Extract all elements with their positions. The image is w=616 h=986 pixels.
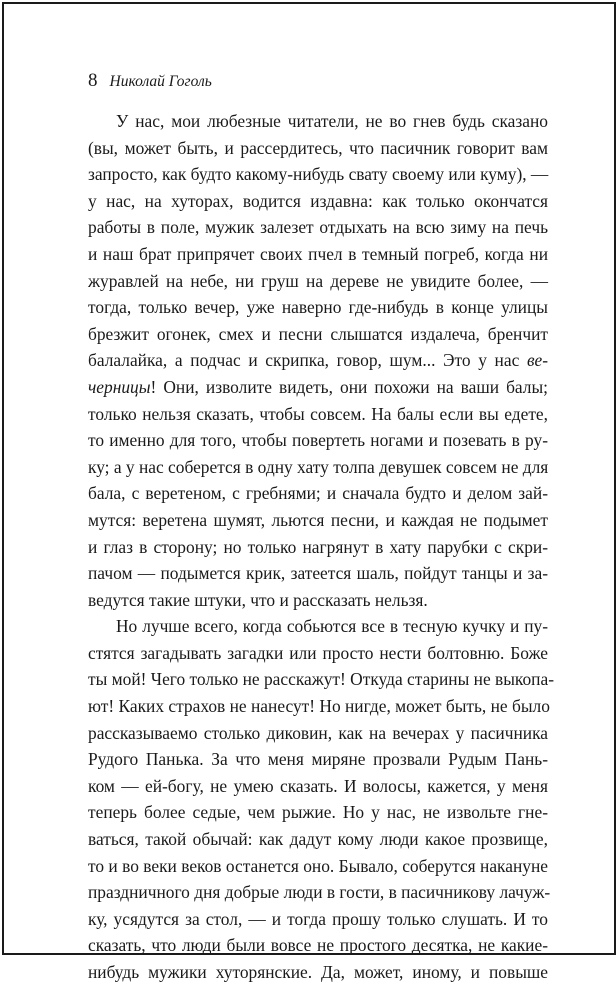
text-line: журавлей на небе, ни груш на дереве не увидите более, —: [88, 270, 548, 291]
text-line: У нас, мои любезные читатели, не во гнев будь сказано: [116, 111, 548, 131]
text-line: ведутся такие штуки, что и рассказать нельзя.: [88, 589, 428, 610]
text-line: и наш брат припрячет своих пчел в темный погреб, когда ни: [88, 243, 548, 264]
running-head: [88, 70, 212, 92]
running-head-author: Николай Гоголь: [109, 73, 212, 90]
text-line: мутся: веретена шумят, льются песни, и каждая не подымет: [88, 509, 548, 530]
body-text: [88, 108, 554, 986]
text-line: ком — ей-богу, не умею сказать. И волосы, кажется, у меня: [88, 775, 548, 796]
text-line: черницы! Они, изволите видеть, они похожи на ваши балы;: [88, 376, 548, 397]
text-line: работы в поле, мужик залезет отдыхать на всю зиму на печь: [88, 217, 548, 238]
text-line: Рудого Панька. За что меня миряне прозвали Рудым Пань-: [88, 749, 548, 770]
text-line: бала, с веретеном, с гребнями; и сначала будто и делом зай-: [88, 483, 548, 504]
text-line: ку; а у нас соберется в одну хату толпа девушек совсем не для: [88, 456, 549, 477]
text-line: теперь более седые, чем рыжие. Но у нас, не извольте гне-: [88, 802, 548, 823]
text-line: балалайка, а подчас и скрипка, говор, шум... Это у нас ве-: [88, 350, 548, 371]
text-line: Но лучше всего, когда собьются все в тесную кучку и пу-: [116, 616, 548, 637]
page-number: 8: [88, 70, 98, 91]
text-line: и глаз в сторону; но только нагрянут в хату парубки с скри-: [88, 536, 548, 557]
text-line: рассказываемо столько диковин, как на вечерах у пасичника: [88, 722, 548, 743]
text-line: только нельзя сказать, чтобы совсем. На балы если вы едете,: [88, 403, 548, 424]
text-line: ваться, такой обычай: как дадут кому люди какое прозвище,: [88, 829, 548, 850]
text-line: сказать, что люди были вовсе не простого десятка, не какие-: [88, 935, 548, 956]
italic-word: черницы: [88, 376, 151, 397]
text-line: праздничного дня добрые люди в гости, в пасичникову лачуж-: [88, 882, 551, 903]
text-line: то и во веки веков останется оно. Бывало, соберутся накануне: [88, 855, 548, 876]
text-line: ты мой! Чего только не расскажут! Откуда старины не выкопа-: [88, 669, 554, 690]
text-line: у нас, на хуторах, водится издавна: как только окончатся: [88, 190, 548, 211]
text-line: брезжит огонек, смех и песни слышатся издалеча, бренчит: [88, 323, 548, 344]
text-line: то именно для того, чтобы повертеть ногами и позевать в ру-: [88, 430, 548, 451]
text-line: нибудь мужики хуторянские. Да, может, иному, и повыше: [88, 962, 548, 982]
text-line: ют! Каких страхов не нанесут! Но нигде, может быть, не было: [88, 696, 550, 717]
text-line: тогда, только вечер, уже наверно где-нибудь в конце улицы: [88, 297, 548, 318]
italic-word: ве-: [526, 350, 548, 371]
text-line: ку, усядутся за стол, — и тогда прошу только слушать. И то: [88, 908, 548, 929]
text-line: запросто, как будто какому-нибудь свату своему или куму), —: [88, 164, 549, 185]
text-line: пачом — подымется крик, затеется шаль, пойдут танцы и за-: [88, 563, 548, 584]
text-line: (вы, может быть, и рассердитесь, что пасичник говорит вам: [88, 137, 548, 158]
text-line: стятся загадывать загадки или просто нести болтовню. Боже: [88, 642, 548, 663]
